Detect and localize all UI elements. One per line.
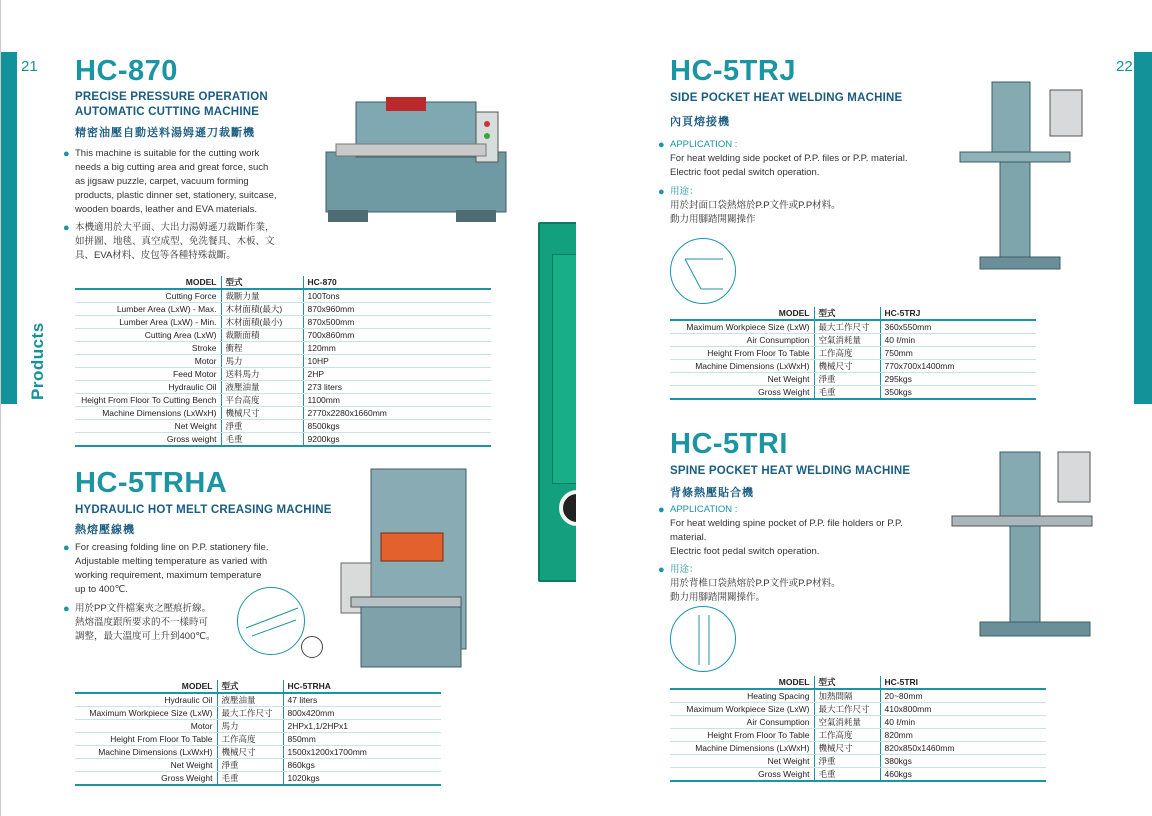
hc5tri-application-en	[658, 503, 930, 559]
desc-line: Adjustable melting temperature as varied with	[75, 556, 268, 567]
table-row: Height From Floor To Table 工作高度 850mm	[75, 733, 441, 746]
hc5tri-title: HC-5TRI	[670, 428, 788, 460]
application-label-cn: 用途：	[670, 564, 699, 575]
table-row: Motor 馬力 10HP	[75, 355, 491, 368]
table-row: Height From Floor To Cutting Bench 平台高度 1100mm	[75, 394, 491, 407]
table-row: Stroke 衝程 120mm	[75, 342, 491, 355]
hc5tri-machine-image	[950, 432, 1100, 652]
creasing-sample-icon	[237, 587, 305, 655]
hc870-cn-title: 精密油壓自動送料湯姆遜刀裁斷機	[75, 127, 255, 139]
hc5trha-cn-title: 熱熔壓線機	[75, 524, 135, 536]
desc-line: Electric foot pedal switch operation.	[670, 167, 820, 178]
desc-line: For heat welding spine pocket of P.P. file holders or P.P.	[670, 518, 903, 529]
hc5trha-subtitle: HYDRAULIC HOT MELT CREASING MACHINE	[75, 504, 332, 516]
hc5trj-spec-table	[670, 307, 1036, 400]
bullet-icon: ●	[63, 542, 70, 554]
table-row: Feed Motor 送料馬力 2HP	[75, 368, 491, 381]
desc-line: up to 400℃.	[75, 584, 128, 595]
table-header: MODEL 型式 HC-5TRI	[670, 676, 1046, 689]
table-row: Maximum Workpiece Size (LxW) 最大工作尺寸 800x420mm	[75, 707, 441, 720]
desc-line: This machine is suitable for the cutting work	[75, 148, 260, 159]
table-row: Cutting Force 裁斷力量 100Tons	[75, 289, 491, 303]
hc5tri-subtitle: SPINE POCKET HEAT WELDING MACHINE	[670, 465, 911, 477]
right-page-number: 22	[1116, 58, 1133, 75]
table-row: Gross Weight 毛重 1020kgs	[75, 772, 441, 786]
bullet-icon: ●	[63, 603, 70, 615]
table-row: Maximum Workpiece Size (LxW) 最大工作尺寸 360x550mm	[670, 320, 1036, 334]
table-row: Lumber Area (LxW) - Min. 木材面積(最小) 870x500mm	[75, 316, 491, 329]
application-label: APPLICATION :	[670, 139, 738, 150]
desc-line: wooden boards, leather and EVA materials.	[75, 204, 258, 215]
table-row: Air Consumption 空氣消耗量 40 ℓ/min	[670, 716, 1046, 729]
table-row: Net Weight 淨重 860kgs	[75, 759, 441, 772]
table-row: Hydraulic Oil 液壓油量 273 liters	[75, 381, 491, 394]
desc-line: needs a big cutting area and great force, such	[75, 162, 269, 173]
desc-line: 具、EVA材料、皮包等各種特殊裁斷。	[75, 250, 236, 261]
hc870-subtitle-1: PRECISE PRESSURE OPERATION	[75, 91, 268, 103]
hc870-desc-cn	[63, 221, 315, 263]
table-row: Gross Weight 毛重 350kgs	[670, 386, 1036, 400]
table-header: MODEL 型式 HC-870	[75, 276, 491, 289]
bullet-icon: ●	[658, 186, 665, 198]
table-row: Gross Weight 毛重 460kgs	[670, 768, 1046, 782]
hc870-spec-table	[75, 276, 491, 447]
spine-pocket-sample-icon	[670, 606, 736, 672]
bullet-icon: ●	[63, 222, 70, 234]
table-row: Heating Spacing 加熱間隔 20~80mm	[670, 689, 1046, 703]
hc5trj-title: HC-5TRJ	[670, 55, 796, 87]
table-row: Lumber Area (LxW) - Max. 木材面積(最大) 870x960mm	[75, 303, 491, 316]
table-header: MODEL 型式 HC-5TRJ	[670, 307, 1036, 320]
hc5trha-desc-cn	[63, 602, 235, 644]
desc-line: 熱熔溫度跟所要求的不一樣時可	[75, 617, 209, 628]
hc5trj-application-cn	[658, 185, 890, 227]
table-row: Gross weight 毛重 9200kgs	[75, 433, 491, 447]
desc-line: products, plastic dinner set, stationery, suitcase,	[75, 190, 277, 201]
right-side-tab	[1134, 52, 1152, 404]
desc-line: 動力用腳踏開關操作	[670, 214, 756, 225]
table-row: Motor 馬力 2HPx1,1/2HPx1	[75, 720, 441, 733]
desc-line: 用於PP文件檔案夾之壓痕折線。	[75, 603, 212, 614]
desc-line: 本機適用於大平面、大出力湯姆遜刀裁斷作業，	[75, 222, 275, 233]
desc-line: working requirement, maximum temperature	[75, 570, 262, 581]
desc-line: 用於背椎口袋熱熔於P.P文件或P.P材料。	[670, 578, 841, 589]
hc5trj-machine-image	[950, 62, 1090, 297]
table-row: Maximum Workpiece Size (LxW) 最大工作尺寸 410x800mm	[670, 703, 1046, 716]
desc-line: For creasing folding line on P.P. stationery file.	[75, 542, 269, 553]
table-row: Hydraulic Oil 液壓油量 47 liters	[75, 693, 441, 707]
products-tab-label: Products	[28, 322, 47, 400]
table-row: Net Weight 淨重 295kgs	[670, 373, 1036, 386]
desc-line: material.	[670, 532, 707, 543]
hc5trha-spec-table	[75, 680, 441, 786]
hc5trha-machine-image	[331, 467, 476, 672]
table-row: Air Consumption 空氣消耗量 40 ℓ/min	[670, 334, 1036, 347]
hc5tri-spec-table	[670, 676, 1046, 782]
table-row: Height From Floor To Table 工作高度 750mm	[670, 347, 1036, 360]
desc-line: as jigsaw puzzle, carpet, vacuum forming	[75, 176, 249, 187]
hc870-title: HC-870	[75, 55, 178, 87]
desc-line: 動力用腳踏開關操作。	[670, 592, 766, 603]
hc5tri-cn-title: 背條熱壓貼合機	[670, 487, 754, 499]
left-page-number: 21	[21, 58, 38, 75]
left-side-tab	[1, 52, 17, 404]
desc-line: 如拼圖、地毯、真空成型、免洗餐具、木板、文	[75, 236, 275, 247]
application-label: APPLICATION :	[670, 504, 738, 515]
right-page	[576, 0, 1152, 816]
side-pocket-sample-icon	[670, 238, 736, 304]
table-row: Machine Dimensions (LxWxH) 機械尺寸 1500x1200x1700mm	[75, 746, 441, 759]
hc5trj-application-en	[658, 138, 950, 180]
table-row: Net Weight 淨重 380kgs	[670, 755, 1046, 768]
hc5trj-subtitle: SIDE POCKET HEAT WELDING MACHINE	[670, 92, 903, 104]
bullet-icon: ●	[63, 148, 70, 160]
application-label-cn: 用途：	[670, 186, 699, 197]
hc5trha-title: HC-5TRHA	[75, 467, 228, 499]
crease-detail-icon	[301, 636, 323, 658]
desc-line: For heat welding side pocket of P.P. files or P.P. material.	[670, 153, 908, 164]
hc5trj-cn-title: 內頁熔接機	[670, 116, 730, 128]
hc870-machine-image	[316, 92, 516, 227]
hc870-subtitle-2: AUTOMATIC CUTTING MACHINE	[75, 106, 260, 118]
bullet-icon: ●	[658, 139, 665, 151]
desc-line: Electric foot pedal switch operation.	[670, 546, 820, 557]
hc870-desc-en	[63, 147, 305, 217]
table-row: Machine Dimensions (LxWxH) 機械尺寸 770x700x1400mm	[670, 360, 1036, 373]
table-row: Machine Dimensions (LxWxH) 機械尺寸 820x850x1460mm	[670, 742, 1046, 755]
hc5tri-application-cn	[658, 563, 890, 605]
table-row: Height From Floor To Table 工作高度 820mm	[670, 729, 1046, 742]
bullet-icon: ●	[658, 504, 665, 516]
desc-line: 調整，最大溫度可上升到400℃。	[75, 631, 216, 642]
bullet-icon: ●	[658, 564, 665, 576]
table-header: MODEL 型式 HC-5TRHA	[75, 680, 441, 693]
table-row: Cutting Area (LxW) 裁斷面積 700x860mm	[75, 329, 491, 342]
table-row: Machine Dimensions (LxWxH) 機械尺寸 2770x2280x1660mm	[75, 407, 491, 420]
desc-line: 用於封面口袋熱熔於P.P文件或P.P材料。	[670, 200, 841, 211]
table-row: Net Weight 淨重 8500kgs	[75, 420, 491, 433]
